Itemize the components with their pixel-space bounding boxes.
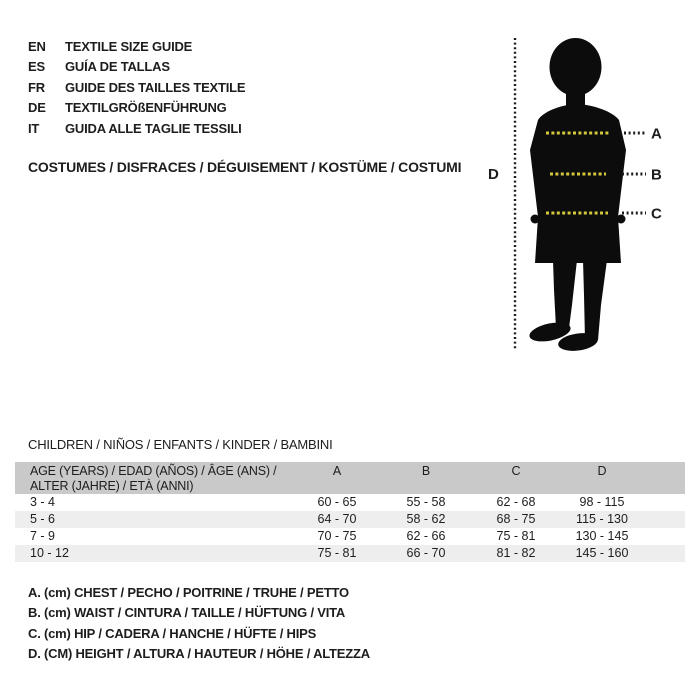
child-silhouette-figure xyxy=(528,38,626,353)
chest-cell: 64 - 70 xyxy=(317,512,357,526)
legend-waist: B. (cm) WAIST / CINTURA / TAILLE / HÜFTUNG / VITA xyxy=(28,605,346,621)
language-label: TEXTILE SIZE GUIDE xyxy=(65,38,193,54)
column-header-d: D xyxy=(597,464,607,478)
language-code: DE xyxy=(28,100,46,116)
age-column-header xyxy=(15,462,291,494)
language-label: GUIDE DES TAILLES TEXTILE xyxy=(65,79,246,95)
silhouette-left-leg xyxy=(553,260,577,328)
row-spacer xyxy=(641,511,685,528)
silhouette-right-leg xyxy=(583,260,607,340)
row-spacer xyxy=(641,545,685,562)
hip-cell: 75 - 81 xyxy=(496,529,536,543)
language-label: GUÍA DE TALLAS xyxy=(65,59,170,75)
language-code: ES xyxy=(28,59,45,75)
header-spacer xyxy=(641,462,685,494)
age-cell: 5 - 6 xyxy=(30,512,56,526)
legend-chest: A. (cm) CHEST / PECHO / POITRINE / TRUHE / PETTO xyxy=(28,585,349,600)
language-row xyxy=(28,57,245,78)
section-heading: CHILDREN / NIÑOS / ENFANTS / KINDER / BAMBINI xyxy=(28,437,333,452)
age-header-line1: AGE (YEARS) / EDAD (AÑOS) / ÂGE (ANS) / xyxy=(30,464,277,478)
language-row xyxy=(28,36,245,57)
waist-cell: 62 - 66 xyxy=(406,529,446,543)
silhouette-right-hand xyxy=(617,215,626,224)
silhouette-left-hand xyxy=(531,215,540,224)
hip-cell: 62 - 68 xyxy=(496,495,536,509)
waist-cell: 55 - 58 xyxy=(406,495,446,509)
table-row xyxy=(15,528,685,545)
table-row xyxy=(15,494,685,511)
height-cell: 145 - 160 xyxy=(575,546,629,560)
silhouette-neck xyxy=(566,78,585,108)
age-cell: 3 - 4 xyxy=(30,495,56,509)
table-row xyxy=(15,511,685,528)
age-cell: 10 - 12 xyxy=(30,546,69,560)
chest-cell: 70 - 75 xyxy=(317,529,357,543)
label-a: A xyxy=(651,125,662,143)
waist-cell: 66 - 70 xyxy=(406,546,446,560)
column-header-c: C xyxy=(511,464,521,478)
language-list xyxy=(28,36,245,139)
column-header-b: B xyxy=(421,464,431,478)
waist-cell: 58 - 62 xyxy=(406,512,446,526)
legend-height: D. (CM) HEIGHT / ALTURA / HAUTEUR / HÖHE / ALTEZZA xyxy=(28,645,370,661)
height-cell: 98 - 115 xyxy=(579,495,625,509)
table-row xyxy=(15,545,685,562)
hip-cell: 68 - 75 xyxy=(496,512,536,526)
language-code: FR xyxy=(28,79,45,95)
language-code: EN xyxy=(28,38,46,54)
label-c: C xyxy=(651,205,662,223)
label-d: D xyxy=(488,166,499,183)
language-label: GUIDA ALLE TAGLIE TESSILI xyxy=(65,120,242,136)
hip-cell: 81 - 82 xyxy=(496,546,536,560)
language-code: IT xyxy=(28,120,40,136)
language-row xyxy=(28,98,245,119)
language-row xyxy=(28,77,245,98)
column-header-a: A xyxy=(332,464,342,478)
category-title: COSTUMES / DISFRACES / DÉGUISEMENT / KOSTÜME / COSTUMI xyxy=(28,159,462,175)
age-cell: 7 - 9 xyxy=(30,529,56,543)
measurement-legend xyxy=(28,583,370,664)
size-table-header xyxy=(15,462,685,494)
height-cell: 130 - 145 xyxy=(575,529,629,543)
measurement-diagram xyxy=(480,20,700,360)
language-label: TEXTILGRÖßENFÜHRUNG xyxy=(65,100,227,116)
row-spacer xyxy=(641,528,685,545)
size-table xyxy=(15,462,685,562)
chest-cell: 75 - 81 xyxy=(317,546,357,560)
height-cell: 115 - 130 xyxy=(576,512,628,526)
age-header-line2: ALTER (JAHRE) / ETÀ (ANNI) xyxy=(30,478,194,493)
chest-cell: 60 - 65 xyxy=(317,495,357,509)
language-row xyxy=(28,118,245,139)
silhouette-torso xyxy=(530,104,626,263)
row-spacer xyxy=(641,494,685,511)
legend-hip: C. (cm) HIP / CADERA / HANCHE / HÜFTE / HIPS xyxy=(28,625,317,641)
label-b: B xyxy=(651,166,662,184)
